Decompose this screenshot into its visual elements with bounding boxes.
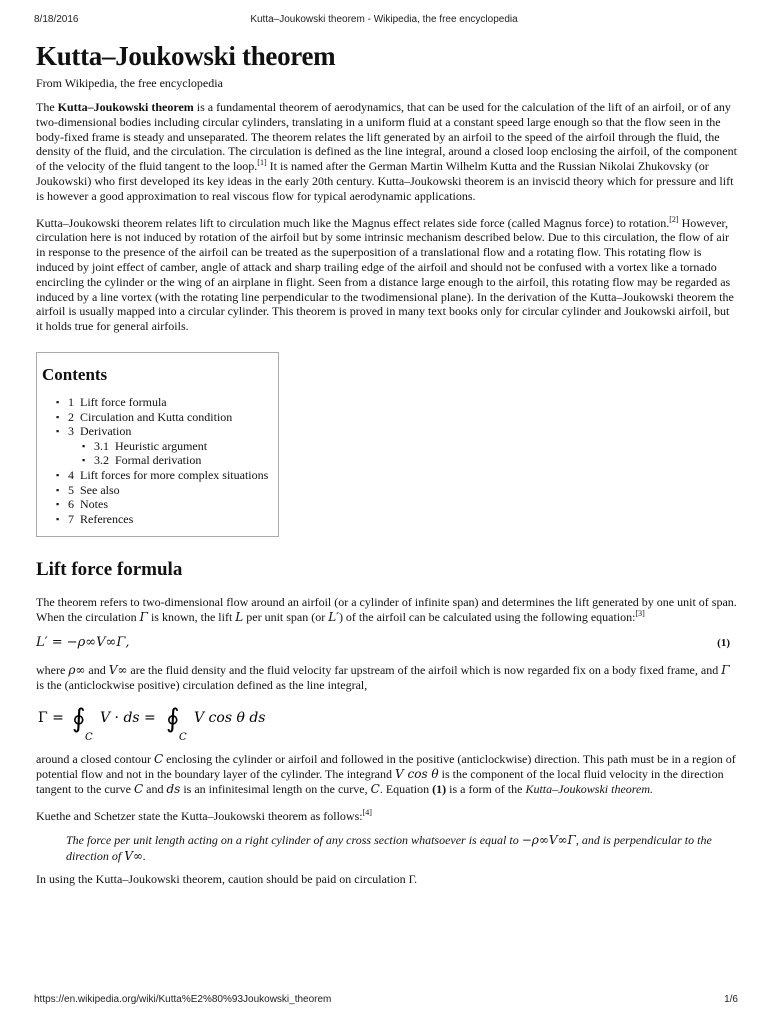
toc-item[interactable]: ▪ 4 Lift forces for more complex situations [56, 468, 278, 483]
article-subtitle: From Wikipedia, the free encyclopedia [36, 76, 223, 90]
toc-item[interactable]: ▪ 6 Notes [56, 497, 278, 512]
print-date: 8/18/2016 [34, 14, 79, 25]
equation-1 [36, 633, 738, 657]
equation-1-expression: L′ = −ρ∞V∞Γ, [36, 634, 130, 650]
toc-item[interactable]: ▪ 1 Lift force formula [56, 395, 278, 410]
article [36, 40, 738, 886]
toc-item[interactable]: ▪ 3 Derivation ▪ 3.1 Heuristic argument ▪ 3.2 Formal derivation [56, 424, 278, 468]
ref-link[interactable]: [1] [257, 158, 267, 168]
print-page-number: 1/6 [724, 994, 738, 1005]
print-url: https://en.wikipedia.org/wiki/Kutta%E2%80%93Joukowski_theorem [34, 994, 332, 1005]
toc-subitem[interactable]: ▪ 3.2 Formal derivation [82, 453, 278, 468]
toc-item[interactable]: ▪ 5 See also [56, 483, 278, 498]
toc-title: Contents [42, 364, 108, 384]
print-page-title: Kutta–Joukowski theorem - Wikipedia, the free encyclopedia [250, 14, 518, 25]
intro-paragraph-2: Kutta–Joukowski theorem relates lift to circulation much like the Magnus effect relates side force (called Magnus force) to rotation.[2] However, circulation here is not induced by rotation of the airfoil but by some intrinsic mechanism described below. Due to this circulation, the flow of air in response to the presence of the airfoil can be treated as the superposition of a translational flow and a rotating flow. This rotating flow is induced by joint effect of camber, angle of attack and sharp trailing edge of the airfoil and should not be confused with a vortex like a tornado encircling the cylinder or the wing of an airplane in flight. Seen from a distance large enough to the airfoil, this rotating flow may be regarded as induced by a line vortex (with the rotating line perpendicular to the twodimensional plane). In the derivation of the Kutta–Joukowski theorem the airfoil is usually mapped into a circular cylinder. This theorem is proved in many text books only for circular cylinder and Joukowski airfoil, but it holds true for general airfoils. [36, 214, 734, 334]
contour-integral-sign: ∮ [166, 704, 180, 735]
equation-2 [36, 700, 738, 746]
section-paragraph-4: Kuethe and Schetzer state the Kutta–Joukowski theorem as follows:[4] [36, 807, 372, 823]
table-of-contents [36, 352, 279, 537]
intro-paragraph-1: The Kutta–Joukowski theorem is a fundamental theorem of aerodynamics, that can be used for the calculation of the lift of an airfoil, or of any two-dimensional bodies including circular cylinders, translating in a uniform fluid at a constant speed large enough so that the flow seen in the body-fixed frame is steady and unseparated. The theorem relates the lift generated by an airfoil to the speed of the airfoil through the fluid, the density of the fluid, and the circulation. The circulation is defined as the line integral, around a closed loop enclosing the airfoil, of the component of the velocity of the fluid tangent to the loop.[1] It is named after the German Martin Wilhelm Kutta and the Russian Nikolai Zhukovsky (or Joukowski) who first developed its key ideas in the early 20th century. Kutta–Joukowski theorem is an inviscid theory which for pressure and lift is however a good approximation to real viscous flow for typical aerodynamic applications. [36, 100, 737, 203]
toc-item[interactable]: ▪ 2 Circulation and Kutta condition [56, 410, 278, 425]
eq2-lhs: Γ = [38, 710, 64, 727]
contour-integral-formula [38, 700, 278, 746]
toc-item[interactable]: ▪ 7 References [56, 512, 278, 527]
eq2-subscript: C [179, 732, 187, 744]
eq2-rhs: V cos θ ds [194, 710, 266, 727]
blockquote: The force per unit length acting on a right cylinder of any cross section whatsoever is equal to −ρ∞V∞Γ, and is perpendicular to the direction of V∞. [66, 832, 712, 863]
ref-link[interactable]: [4] [362, 807, 372, 817]
equation-1-tag: (1) [717, 636, 730, 649]
section-paragraph-1: The theorem refers to two-dimensional flow around an airfoil (or a cylinder of infinite span) and determines the lift generated by one unit of span. When the circulation Γ is known, the lift L per unit span (or L′) of the airfoil can be calculated using the following equation:[3] [36, 595, 737, 625]
toc-subitem[interactable]: ▪ 3.1 Heuristic argument [82, 439, 278, 454]
section-heading: Lift force formula [36, 559, 183, 581]
bold-term: Kutta–Joukowski theorem [57, 100, 194, 114]
section-paragraph-3: around a closed contour C enclosing the cylinder or airfoil and followed in the positive (anticlockwise) direction. This path must be in a region of potential flow and not in the boundary layer of the cylinder. The integrand V cos θ is the component of the local fluid velocity in the direction tangent to the curve C and ds is an infinitesimal length on the curve, C. Equation (1) is a form of the Kutta–Joukowski theorem. [36, 752, 736, 797]
section-paragraph-5: In using the Kutta–Joukowski theorem, caution should be paid on circulation Γ. [36, 871, 418, 886]
article-title: Kutta–Joukowski theorem [36, 41, 336, 71]
eq2-mid: V · ds = [100, 710, 156, 727]
eq2-subscript: C [85, 732, 93, 744]
section-paragraph-2: where ρ∞ and V∞ are the fluid density and the fluid velocity far upstream of the airfoil which is now regarded fix on a body fixed frame, and Γ is the (anticlockwise positive) circulation defined as the line integral, [36, 662, 730, 692]
ref-link[interactable]: [2] [669, 214, 679, 224]
ref-link[interactable]: [3] [635, 609, 645, 619]
contour-integral-sign: ∮ [72, 704, 86, 735]
